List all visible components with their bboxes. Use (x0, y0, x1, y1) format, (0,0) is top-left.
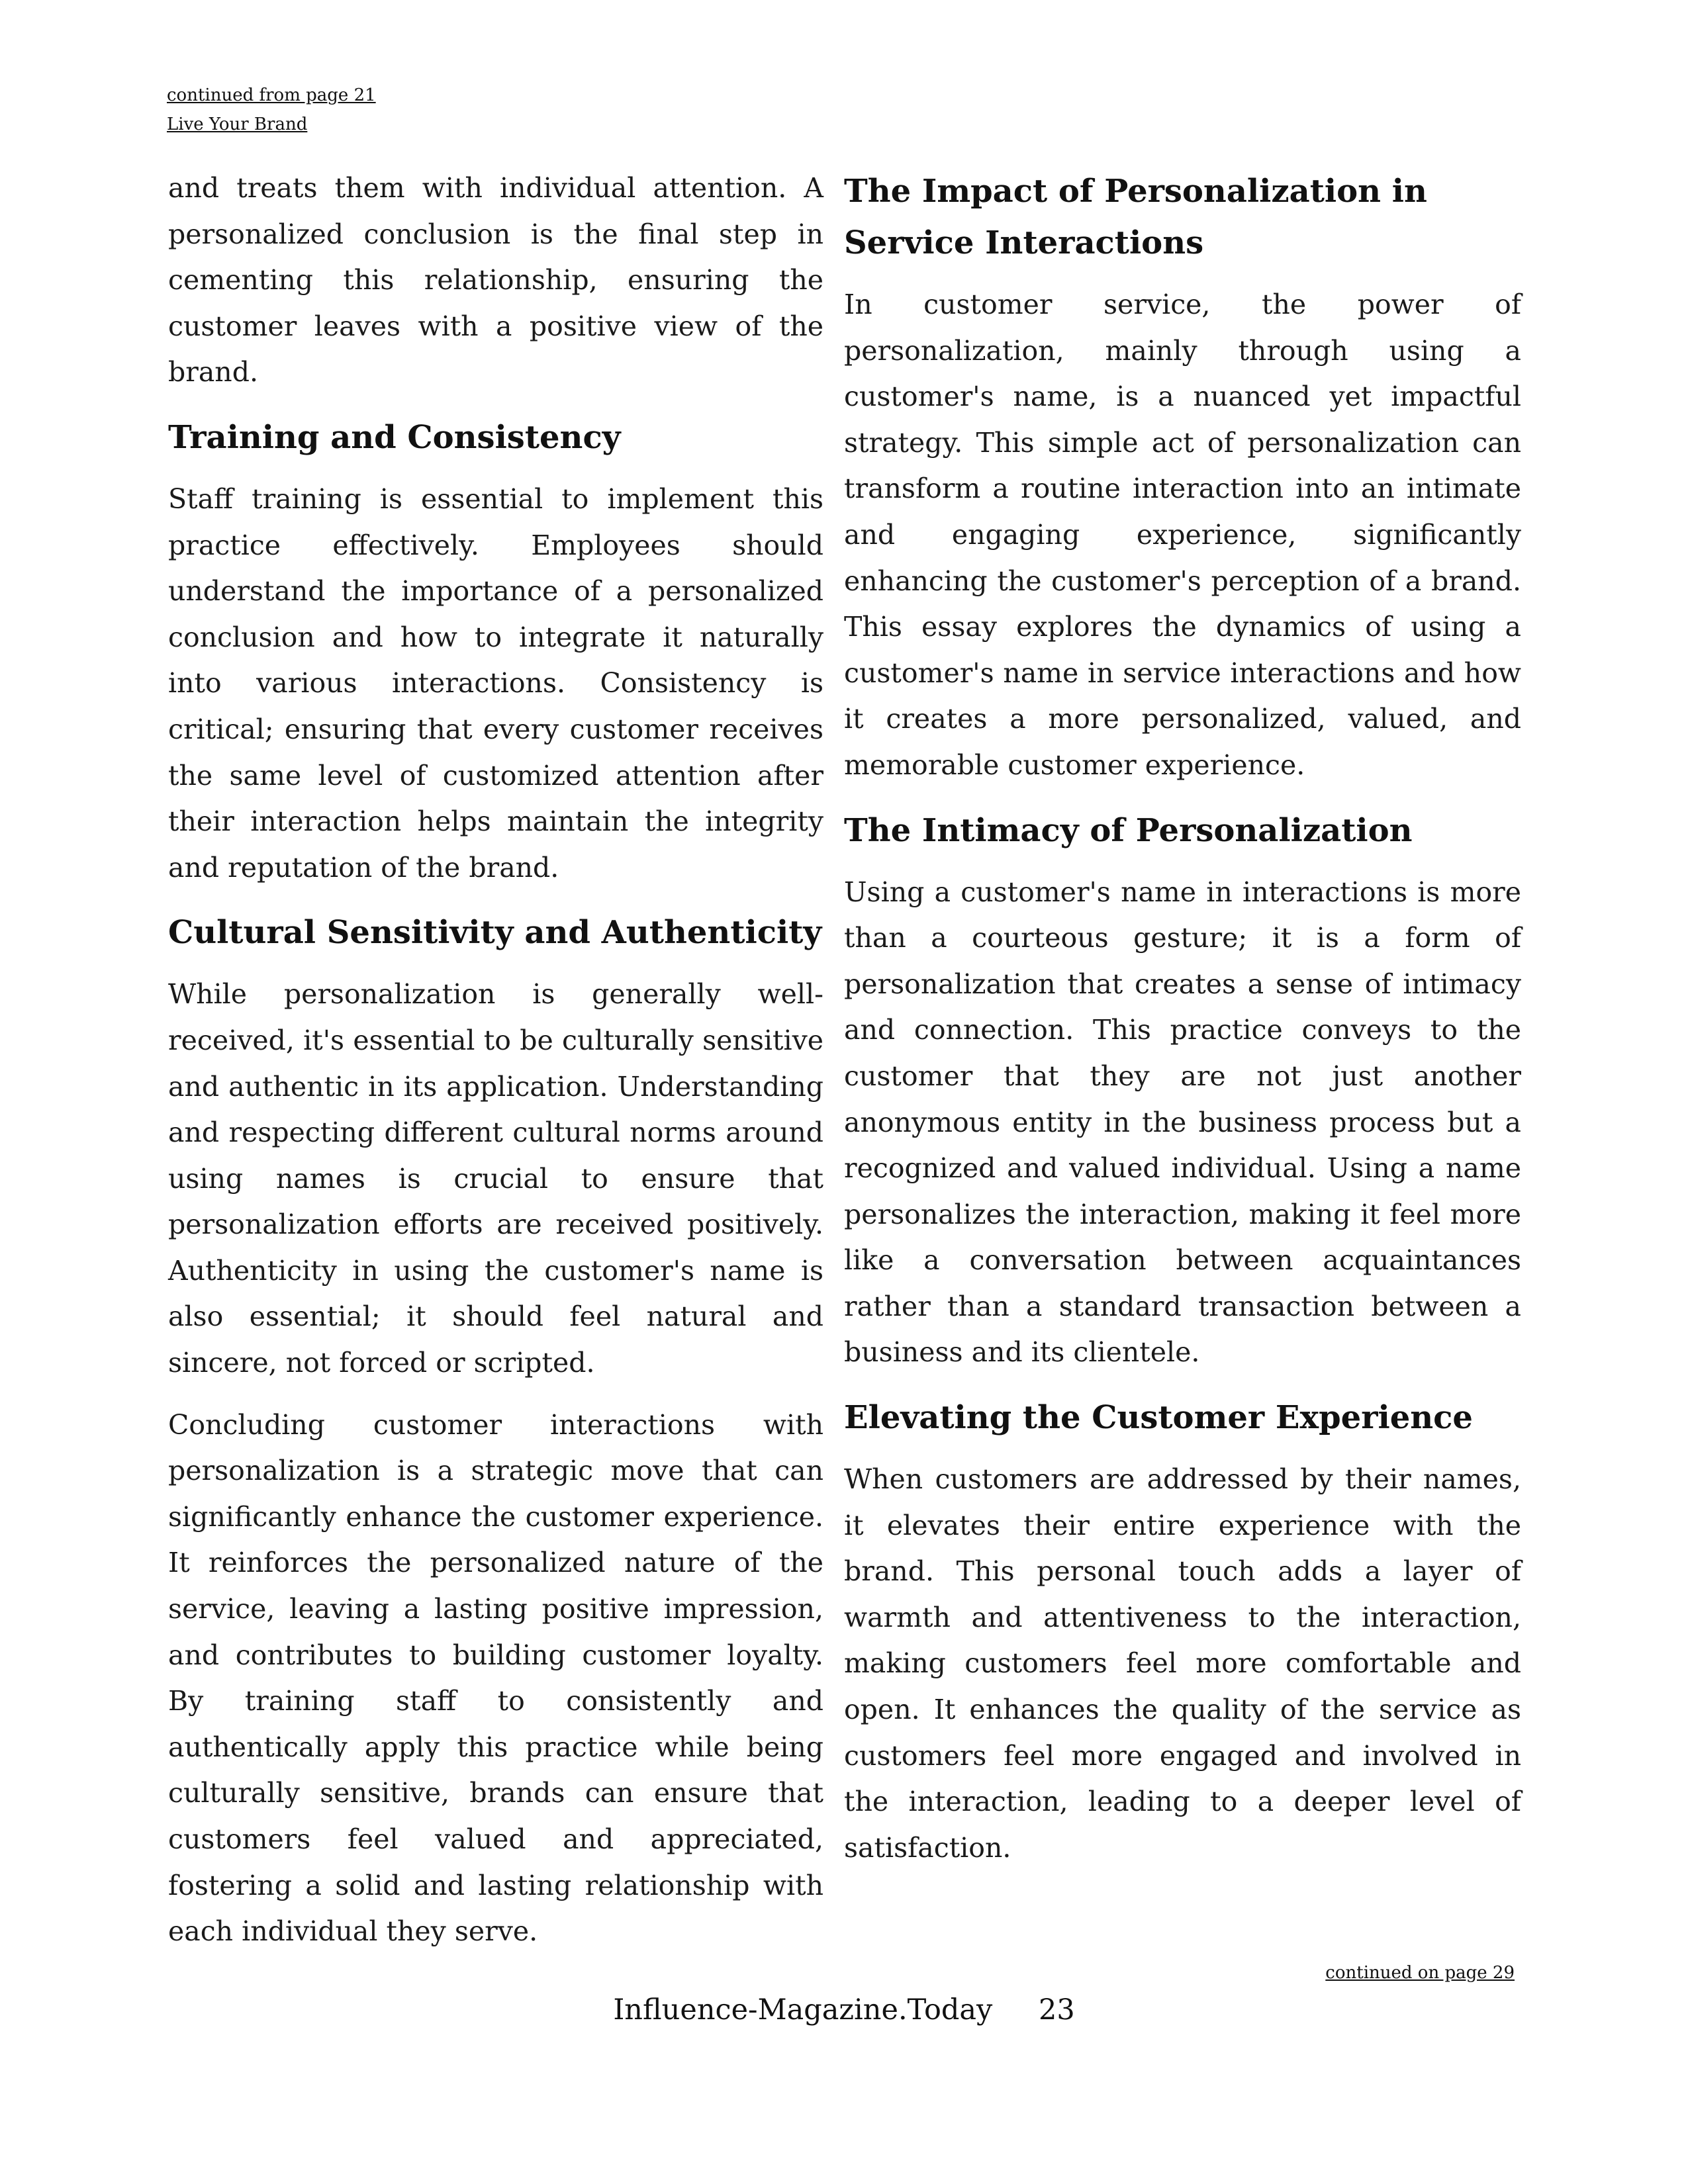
elevating-paragraph: When customers are addressed by their names, it elevates their entire experience with the brand. This personal touch adds a layer of warmth and attentiveness to the interaction, making customers feel more comfortable and open. It enhances the quality of the service as customers feel more engaged and involved in the interaction, leading to a deeper level of satisfaction. (844, 1463, 1521, 1864)
continued-title-link[interactable]: Live Your Brand (167, 114, 308, 134)
page-footer (0, 1993, 1688, 2026)
right-column (844, 165, 1521, 1887)
intimacy-heading: The Intimacy of Personalization (844, 811, 1413, 849)
continued-from-header (167, 81, 376, 139)
article-heading: The Impact of Personalization in Service Interactions (844, 173, 1427, 261)
training-consistency-paragraph: Staff training is essential to implement this practice effectively. Employees should understand the importance of a personalized conclusion and how to integrate it naturally into various interactions. Consistency is critical; ensuring that every customer receives the same level of customized attention after their interaction helps maintain the integrity and reputation of the brand. (168, 482, 823, 884)
elevating-heading: Elevating the Customer Experience (844, 1399, 1473, 1437)
article-intro-paragraph: In customer service, the power of personalization, mainly through using a customer's name, is a nuanced yet impactful strategy. This simple act of personalization can transform a routine interaction into an intimate and engaging experience, significantly enhancing the customer's perception of a brand. This essay explores the dynamics of using a customer's name in service interactions and how it creates a more personalized, valued, and memorable customer experience. (844, 289, 1521, 781)
conclusion-paragraph: Concluding customer interactions with personalization is a strategic move that can significantly enhance the customer experience. It reinforces the personalized nature of the service, leaving a lasting positive impression, and contributes to building customer loyalty. By training staff to consistently and authentically apply this practice while being culturally sensitive, brands can ensure that customers feel valued and appreciated, fostering a solid and lasting relationship with each individual they serve. (168, 1408, 823, 1948)
page-number: 23 (1038, 1993, 1075, 2026)
footer-site-name: Influence-Magazine.Today (613, 1993, 993, 2026)
continued-from-link[interactable]: continued from page 21 (167, 85, 376, 105)
left-column (168, 165, 823, 1971)
cultural-sensitivity-paragraph: While personalization is generally well-received, it's essential to be culturally sensitive and authentic in its application. Understanding and respecting different cultural norms around using names is crucial to ensure that personalization efforts are received positively. Authenticity in using the customer's name is also essential; it should feel natural and sincere, not forced or scripted. (168, 978, 823, 1379)
cultural-sensitivity-heading: Cultural Sensitivity and Authenticity (168, 914, 822, 952)
intimacy-paragraph: Using a customer's name in interactions is more than a courteous gesture; it is a form of personalization that creates a sense of intimacy and connection. This practice conveys to the customer that they are not just another anonymous entity in the business process but a recognized and valued individual. Using a name personalizes the interaction, making it feel more like a conversation between acquaintances rather than a standard transaction between a business and its clientele. (844, 876, 1521, 1369)
continued-on-link[interactable]: continued on page 29 (1325, 1963, 1515, 1983)
intro-paragraph: and treats them with individual attention. A personalized conclusion is the final step in cementing this relationship, ensuring the customer leaves with a positive view of the brand. (168, 172, 823, 388)
training-consistency-heading: Training and Consistency (168, 418, 621, 456)
